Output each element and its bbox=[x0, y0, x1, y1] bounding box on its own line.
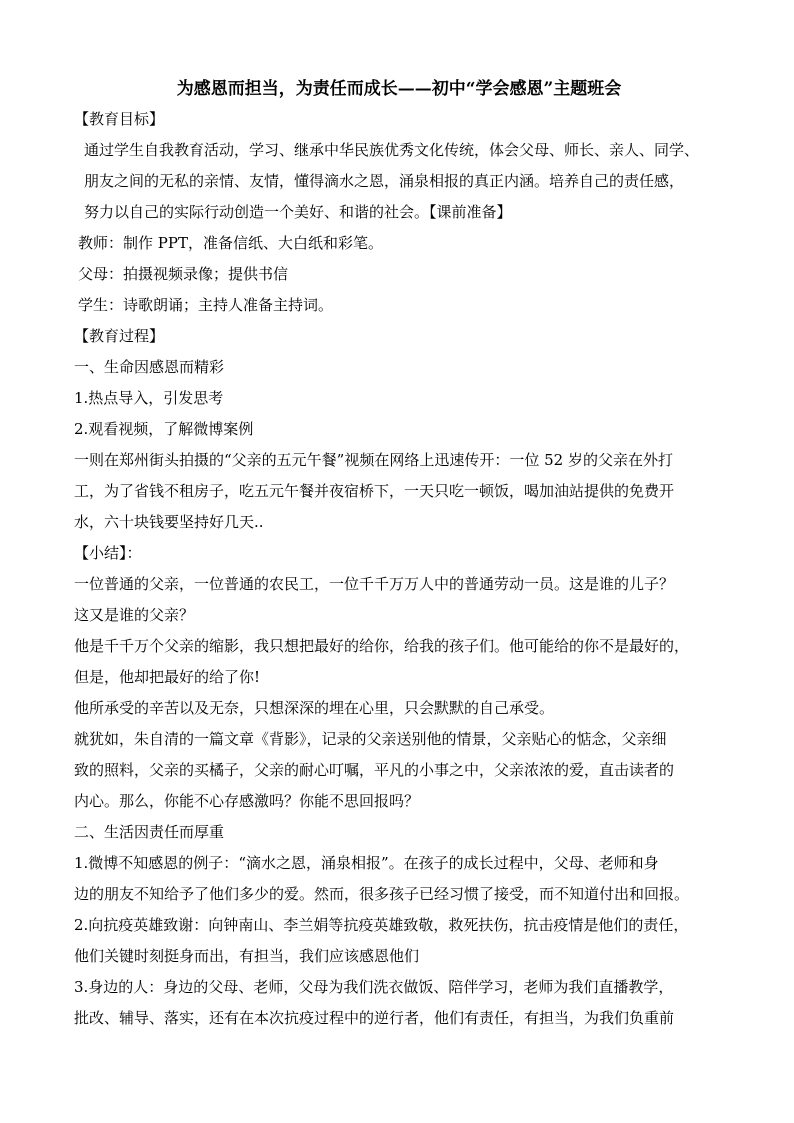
heading-summary: 【小结】： bbox=[74, 544, 142, 562]
paragraph-line: 他是千千万个父亲的缩影，我只想把最好的给你，给我的孩子们。他可能给的你不是最好的， bbox=[74, 637, 690, 655]
paragraph-line: 努力以自己的实际行动创造一个美好、和谐的社会。【课前准备】 bbox=[84, 203, 512, 221]
section-heading: 一、生命因感恩而精彩 bbox=[74, 358, 225, 376]
paragraph-line: 学生：诗歌朗诵；主持人准备主持词。 bbox=[78, 296, 334, 314]
paragraph-line: 水，六十块钱要坚持好几天.. bbox=[74, 513, 264, 531]
paragraph-line: 父母：拍摄视频录像；提供书信 bbox=[78, 265, 289, 283]
paragraph-line: 朋友之间的无私的亲情、友情，懂得滴水之恩，涌泉相报的真正内涵。培养自己的责任感， bbox=[84, 172, 685, 190]
paragraph-line: 他们关键时刻挺身而出，有担当，我们应该感恩他们 bbox=[74, 947, 420, 965]
heading-education-process: 【教育过程】 bbox=[74, 327, 165, 345]
paragraph-line: 工，为了省钱不租房子，吃五元午餐并夜宿桥下，一天只吃一顿饭，喝加油站提供的免费开 bbox=[74, 482, 675, 500]
paragraph-line: 但是，他却把最好的给了你! bbox=[74, 668, 261, 686]
section-heading: 二、生活因责任而厚重 bbox=[74, 823, 225, 841]
paragraph-line: 他所承受的辛苦以及无奈，只想深深的埋在心里，只会默默的自己承受。 bbox=[74, 699, 555, 717]
paragraph-line: 批改、辅导、落实，还有在本次抗疫过程中的逆行者，他们有责任，有担当，为我们负重前 bbox=[74, 1009, 675, 1027]
paragraph-line: 一位普通的父亲，一位普通的农民工，一位千千万万人中的普通劳动一员。这是谁的儿子？ bbox=[74, 575, 675, 593]
paragraph-line: 就犹如，朱自清的一篇文章《背影》，记录的父亲送别他的情景，父亲贴心的惦念，父亲细 bbox=[74, 730, 667, 748]
paragraph-line: 教师：制作 PPT，准备信纸、大白纸和彩笔。 bbox=[78, 234, 383, 252]
paragraph-line: 2.向抗疫英雄致谢：向钟南山、李兰娟等抗疫英雄致敬，救死扶伤，抗击疫情是他们的责任， bbox=[74, 916, 689, 934]
paragraph-line: 边的朋友不知给予了他们多少的爱。然而，很多孩子已经习惯了接受，而不知道付出和回报。 bbox=[74, 885, 690, 903]
paragraph-line: 1.微博不知感恩的例子：“滴水之恩，涌泉相报”。在孩子的成长过程中，父母、老师和身 bbox=[74, 854, 659, 872]
document-title: 为感恩而担当，为责任而成长——初中“学会感恩”主题班会 bbox=[176, 79, 622, 99]
paragraph-line: 1.热点导入，引发思考 bbox=[74, 389, 224, 407]
paragraph-line: 致的照料，父亲的买橘子，父亲的耐心叮嘱，平凡的小事之中，父亲浓浓的爱，直击读者的 bbox=[74, 761, 675, 779]
paragraph-line: 通过学生自我教育活动，学习、继承中华民族优秀文化传统，体会父母、师长、亲人、同学、 bbox=[84, 141, 700, 159]
heading-education-goal: 【教育目标】 bbox=[74, 110, 165, 128]
paragraph-line: 3.身边的人：身边的父母、老师，父母为我们洗衣做饭、陪伴学习，老师为我们直播教学， bbox=[74, 978, 674, 996]
paragraph-line: 2.观看视频，了解微博案例 bbox=[74, 420, 254, 438]
paragraph-line: 内心。那么，你能不心存感激吗？你能不思回报吗？ bbox=[74, 792, 420, 810]
paragraph-line: 一则在郑州街头拍摄的“父亲的五元午餐”视频在网络上迅速传开：一位 52 岁的父亲在外打 bbox=[74, 451, 673, 469]
paragraph-line: 这又是谁的父亲？ bbox=[74, 606, 195, 624]
